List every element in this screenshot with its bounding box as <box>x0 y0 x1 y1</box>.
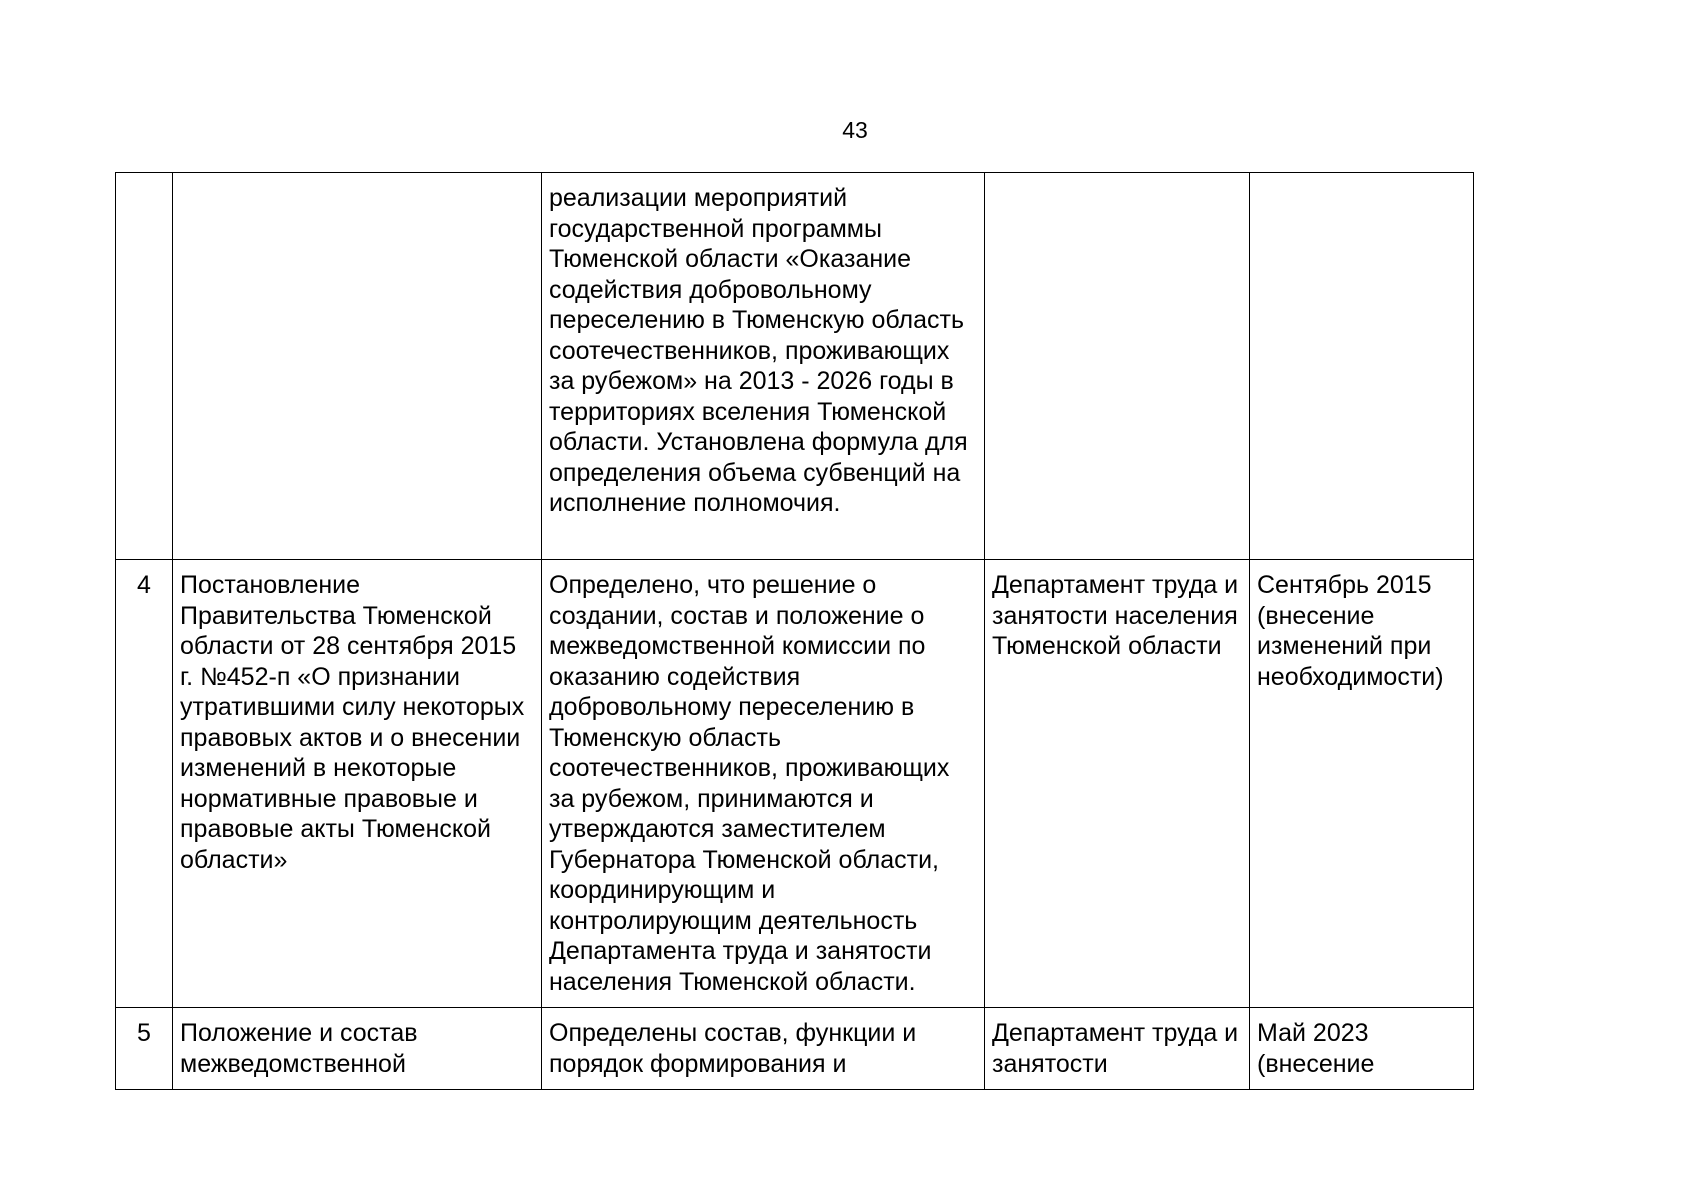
row-number-cell: 5 <box>116 1008 173 1090</box>
content-cell: Определены состав, функции и порядок формирования и <box>542 1008 985 1090</box>
act-cell: Положение и состав межведомственной <box>173 1008 542 1090</box>
row-number-cell <box>116 173 173 560</box>
table-row <box>116 173 1474 560</box>
act-cell <box>173 173 542 560</box>
deadline-cell: Май 2023 (внесение <box>1250 1008 1474 1090</box>
row-number-cell: 4 <box>116 560 173 1008</box>
table-row <box>116 1008 1474 1090</box>
deadline-cell <box>1250 173 1474 560</box>
executor-cell: Департамент труда и занятости <box>985 1008 1250 1090</box>
executor-cell: Департамент труда и занятости населения Тюменской области <box>985 560 1250 1008</box>
page-number: 43 <box>842 117 868 143</box>
table-row <box>116 560 1474 1008</box>
content-cell: Определено, что решение о создании, состав и положение о межведомственной комиссии по оказанию содействия добровольному переселению в Тюменскую область соотечественников, проживающих за рубежом, принимаются и утверждаются заместителем Губернатора Тюменской области, координирующим и контролирующим деятельность Департамента труда и занятости населения Тюменской области. <box>542 560 985 1008</box>
content-cell: реализации мероприятий государственной программы Тюменской области «Оказание содействия добровольному переселению в Тюменскую область соотечественников, проживающих за рубежом» на 2013 - 2026 годы в территориях вселения Тюменской области. Установлена формула для определения объема субвенций на исполнение полномочия. <box>542 173 985 560</box>
document-table <box>115 172 1474 1090</box>
act-cell: Постановление Правительства Тюменской области от 28 сентября 2015 г. №452-п «О признании утратившими силу некоторых правовых актов и о внесении изменений в некоторые нормативные правовые и правовые акты Тюменской области» <box>173 560 542 1008</box>
deadline-cell: Сентябрь 2015 (внесение изменений при необходимости) <box>1250 560 1474 1008</box>
executor-cell <box>985 173 1250 560</box>
